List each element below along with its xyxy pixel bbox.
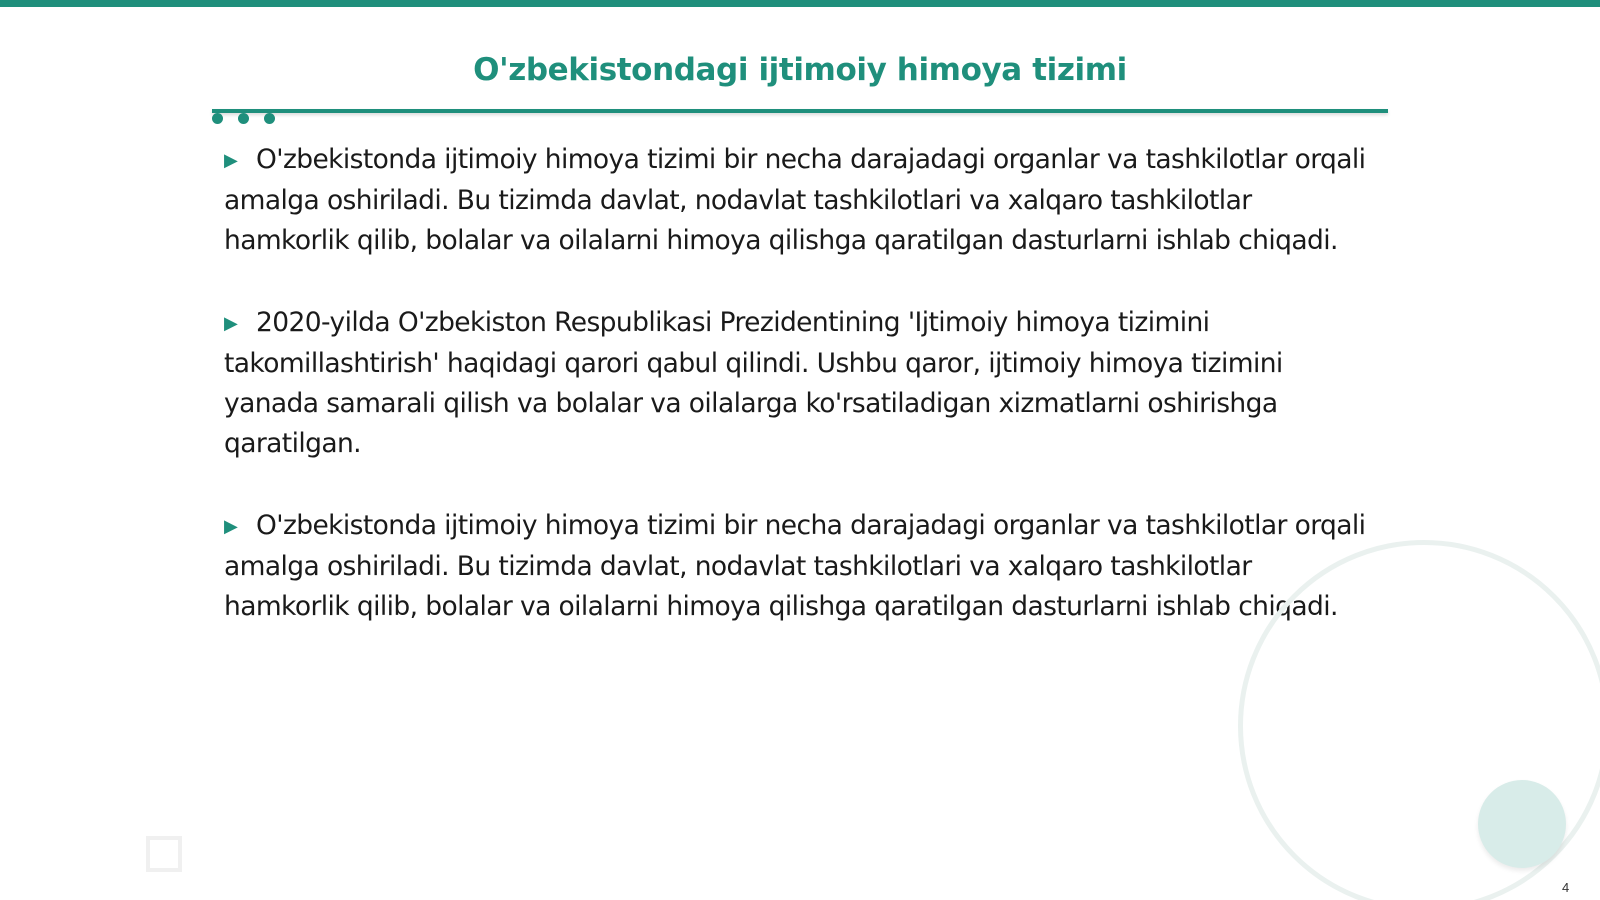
triangle-right-icon: ▶ [224, 150, 238, 171]
decor-dot-2 [238, 113, 249, 124]
bullet-text: 2020-yilda O'zbekiston Respublikasi Prezidentining 'Ijtimoiy himoya tizimini takomillashtirish' haqidagi qarori qabul qilindi. Ushbu qaror, ijtimoiy himoya tizimini yanada samarali qilish va bolalar va oilalarga ko'rsatiladigan xizmatlarni oshirishga qaratilgan. [224, 307, 1283, 459]
decor-circle [1478, 780, 1566, 868]
bullet-item [224, 140, 1374, 261]
decor-square [146, 836, 182, 872]
decor-dot-1 [212, 113, 223, 124]
bullet-item [224, 303, 1374, 464]
top-accent-bar [0, 0, 1600, 7]
title-underline [212, 109, 1388, 113]
bullet-list [224, 140, 1374, 669]
triangle-right-icon: ▶ [224, 313, 238, 334]
decor-dot-3 [264, 113, 275, 124]
bullet-text: O'zbekistonda ijtimoiy himoya tizimi bir necha darajadagi organlar va tashkilotlar orqali amalga oshiriladi. Bu tizimda davlat, nodavlat tashkilotlari va xalqaro tashkilotlar hamkorlik qilib, bolalar va oilalarni himoya qilishga qaratilgan dasturlarni ishlab chiqadi. [224, 144, 1366, 256]
triangle-right-icon: ▶ [224, 516, 238, 537]
bullet-text: O'zbekistonda ijtimoiy himoya tizimi bir necha darajadagi organlar va tashkilotlar orqali amalga oshiriladi. Bu tizimda davlat, nodavlat tashkilotlari va xalqaro tashkilotlar hamkorlik qilib, bolalar va oilalarni himoya qilishga qaratilgan dasturlarni ishlab chiqadi. [224, 510, 1366, 622]
bullet-item [224, 506, 1374, 627]
slide-title: O'zbekistondagi ijtimoiy himoya tizimi [473, 52, 1127, 88]
page-number: 4 [1562, 880, 1570, 895]
